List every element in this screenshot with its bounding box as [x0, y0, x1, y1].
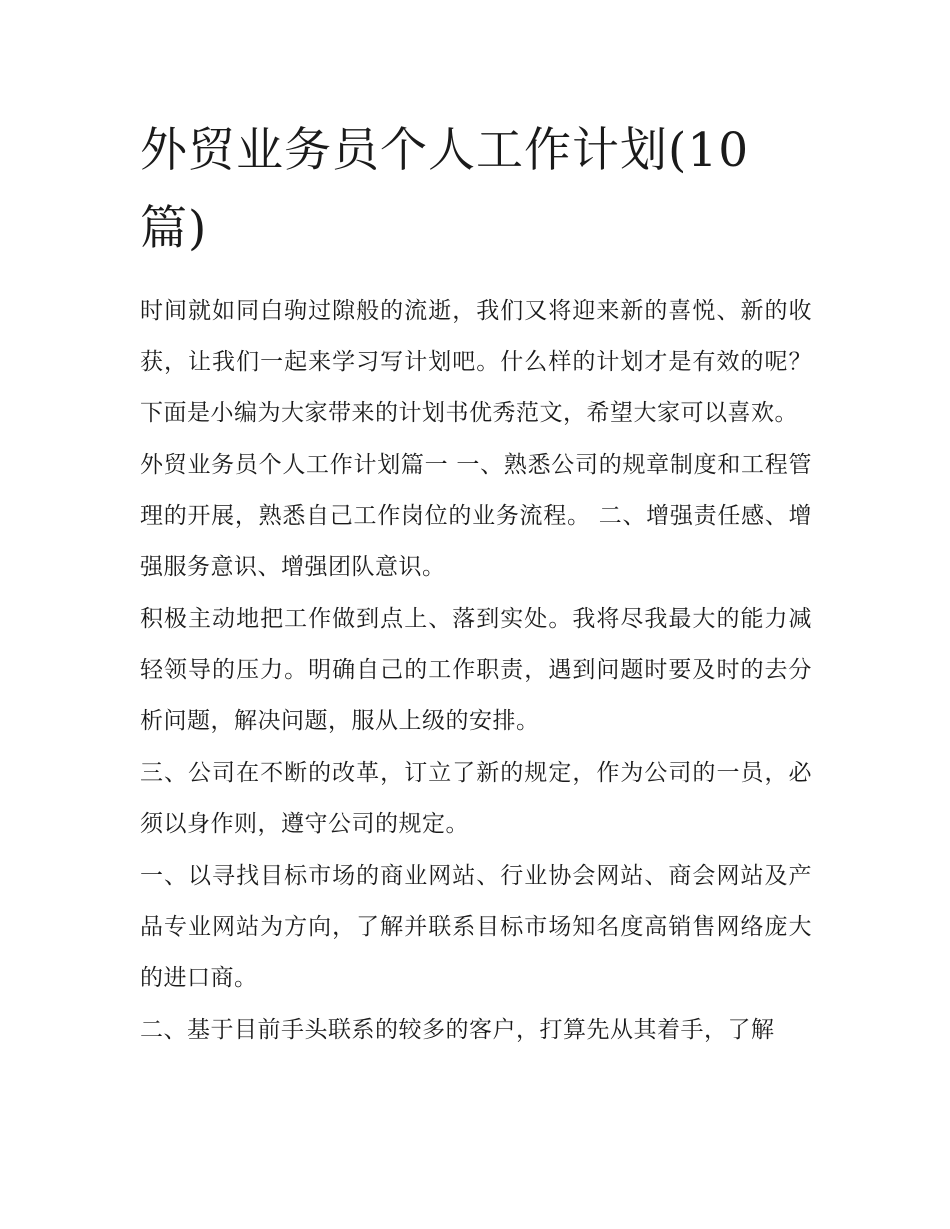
paragraph-intro: 时间就如同白驹过隙般的流逝，我们又将迎来新的喜悦、新的收获，让我们一起来学习写计划吧。什么样的计划才是有效的呢？下面是小编为大家带来的计划书优秀范文，希望大家可以喜欢。 [140, 298, 812, 426]
document-title: 外贸业务员个人工作计划(10篇) [140, 123, 750, 256]
paragraph-market-research: 一、以寻找目标市场的商业网站、行业协会网站、商会网站及产品专业网站为方向，了解并联系目标市场知名度高销售网络庞大的进口商。 [140, 863, 812, 991]
paragraph-existing-clients: 二、基于目前手头联系的较多的客户，打算先从其着手，了解 [140, 1017, 775, 1043]
paragraph-point-three: 三、公司在不断的改革，订立了新的规定，作为公司的一员，必须以身作则，遵守公司的规定。 [140, 760, 812, 837]
document-body [140, 112, 812, 1057]
paragraph-plan-one: 外贸业务员个人工作计划篇一 一、熟悉公司的规章制度和工程管理的开展，熟悉自己工作岗位的业务流程。 二、增强责任感、增强服务意识、增强团队意识。 [140, 452, 812, 580]
paragraph-initiative: 积极主动地把工作做到点上、落到实处。我将尽我最大的能力减轻领导的压力。明确自己的工作职责，遇到问题时要及时的去分析问题，解决问题，服从上级的安排。 [140, 606, 812, 734]
